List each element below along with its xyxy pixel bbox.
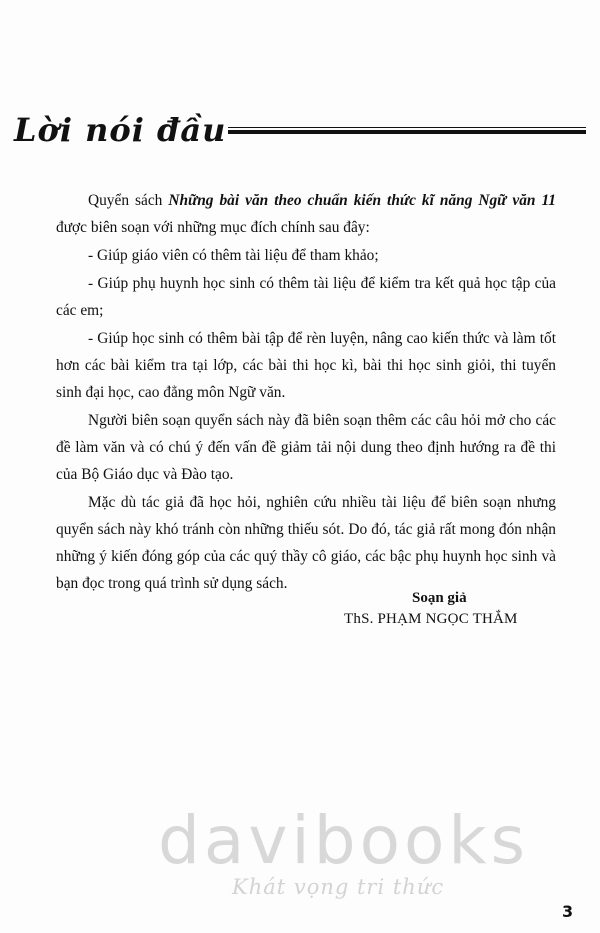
bullet-item: - Giúp phụ huynh học sinh có thêm tài liệu để kiểm tra kết quả học tập của các em;	[56, 275, 556, 319]
preface-heading	[14, 110, 590, 154]
watermark-tagline: Khát vọng tri thức	[232, 875, 445, 899]
preface-body	[56, 187, 556, 598]
intro-paragraph	[56, 187, 556, 241]
page-number: 3	[562, 902, 574, 921]
bullet-item: - Giúp giáo viên có thêm tài liệu để tham khảo;	[88, 247, 379, 264]
book-title: Những bài văn theo chuẩn kiến thức kĩ năng Ngữ văn 11	[168, 192, 556, 209]
intro-lead: Quyển sách	[88, 192, 169, 209]
watermark-logo: davibooks	[158, 802, 529, 879]
body-paragraph: Mặc dù tác giả đã học hỏi, nghiên cứu nhiều tài liệu để biên soạn nhưng quyển sách này khó tránh còn những thiếu sót. Do đó, tác giả rất mong đón nhận những ý kiến đóng góp của các quý thầy cô giáo, các bậc phụ huynh học sinh và bạn đọc trong quá trình sử dụng sách.	[56, 494, 556, 592]
heading-rule-thin	[228, 127, 586, 128]
signature-role: Soạn giả	[412, 590, 467, 606]
page-title: Lời nói đầu	[14, 111, 227, 149]
body-paragraph: Người biên soạn quyển sách này đã biên soạn thêm các câu hỏi mở cho các đề làm văn và có chú ý đến vấn đề giảm tải nội dung theo định hướng ra đề thi của Bộ Giáo dục và Đào tạo.	[56, 412, 556, 483]
bullet-item: - Giúp học sinh có thêm bài tập để rèn luyện, nâng cao kiến thức và làm tốt hơn các bài kiểm tra tại lớp, các bài thi học kì, bài thi học sinh giỏi, thi tuyển sinh đại học, cao đẳng môn Ngữ văn.	[56, 330, 556, 401]
heading-rule-thick	[228, 130, 586, 134]
signature-name: ThS. PHẠM NGỌC THẮM	[344, 611, 518, 627]
heading-rule	[228, 127, 586, 134]
intro-tail: được biên soạn với những mục đích chính sau đây:	[56, 219, 370, 236]
